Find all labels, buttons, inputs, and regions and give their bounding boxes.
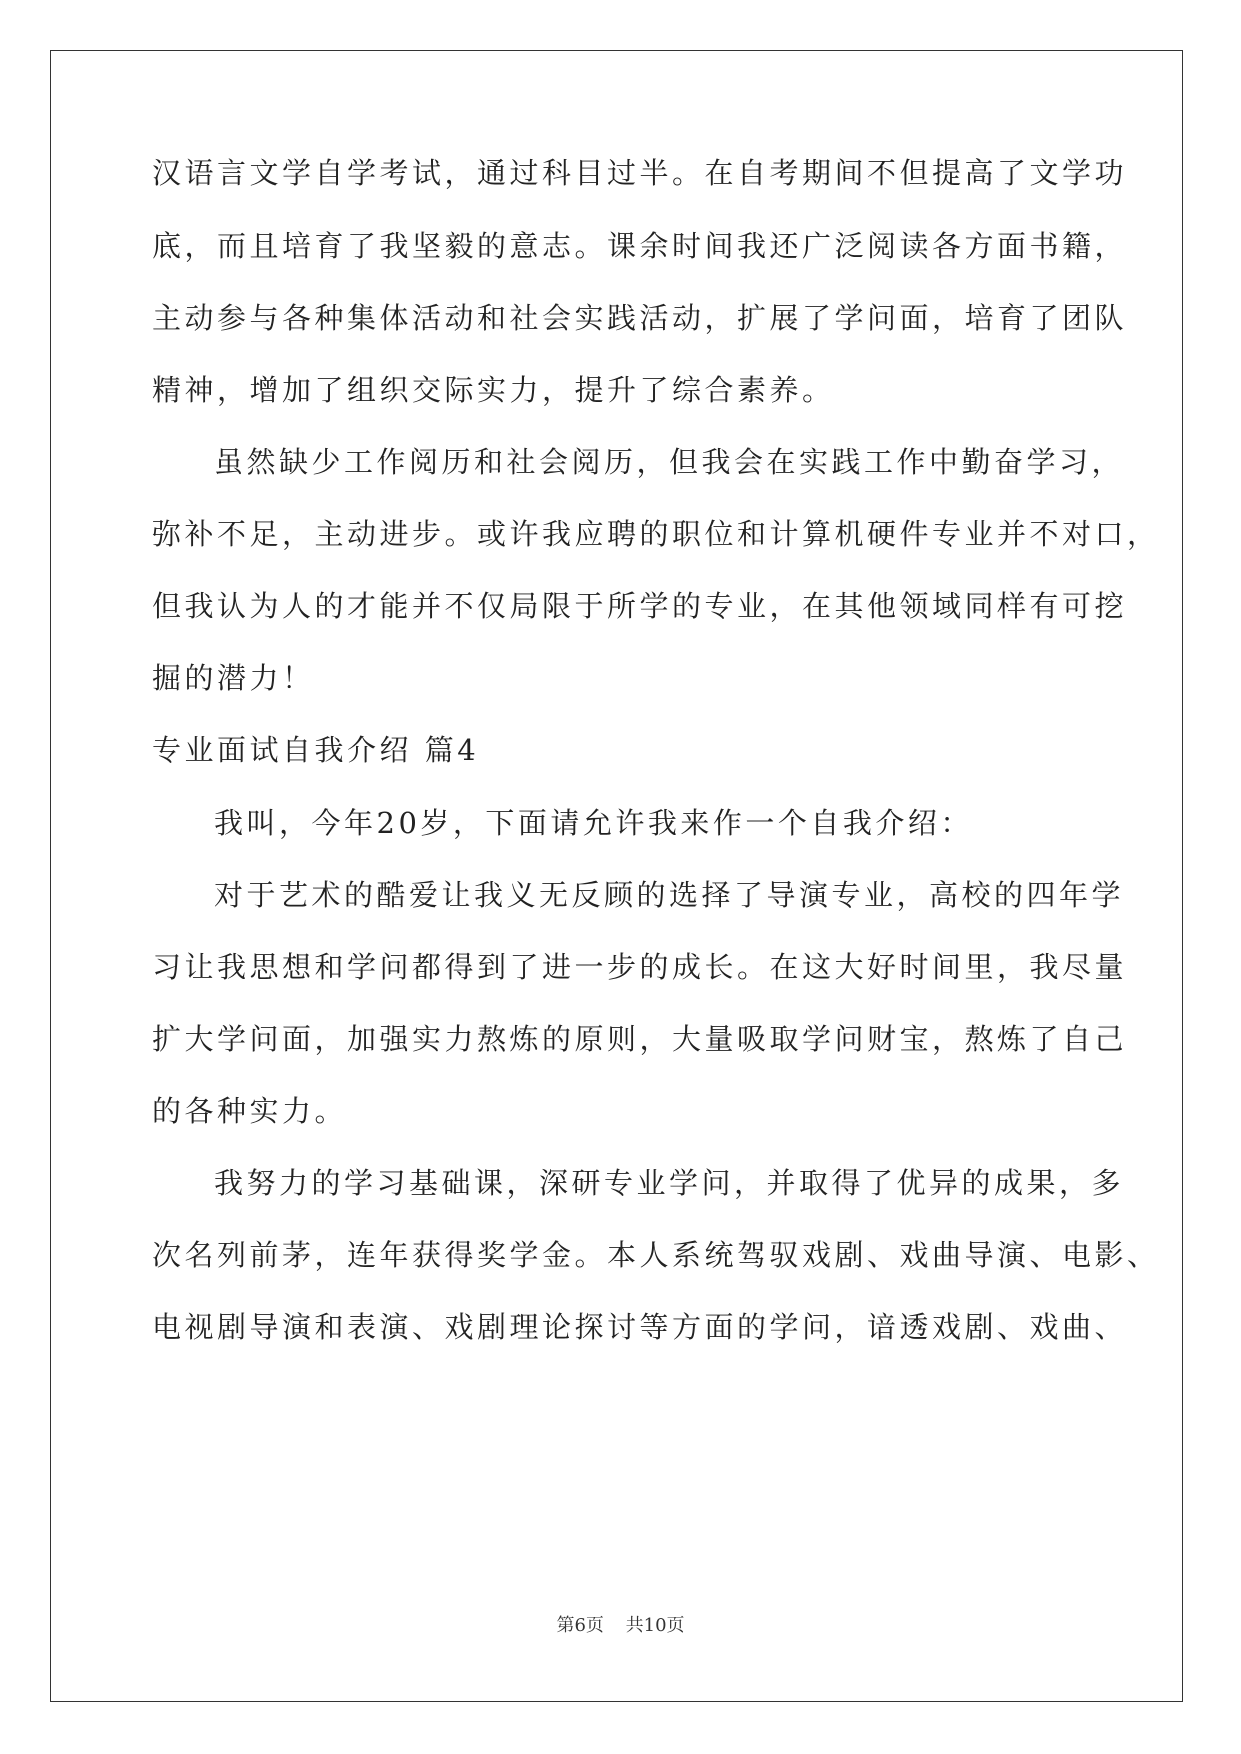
- paragraph-line: 弥补不足，主动进步。或许我应聘的职位和计算机硬件专业并不对口，: [152, 517, 1160, 551]
- paragraph-line: 电视剧导演和表演、戏剧理论探讨等方面的学问，谙透戏剧、戏曲、: [152, 1310, 1128, 1344]
- paragraph-line: 次名列前茅，连年获得奖学金。本人系统驾驭戏剧、戏曲导演、电影、: [152, 1238, 1160, 1272]
- page-border: [50, 50, 1183, 1702]
- paragraph-line: 精神，增加了组织交际实力，提升了综合素养。: [152, 373, 835, 407]
- paragraph-line: 我努力的学习基础课，深研专业学问，并取得了优异的成果，多: [214, 1166, 1125, 1200]
- paragraph-line: 习让我思想和学问都得到了进一步的成长。在这大好时间里，我尽量: [152, 950, 1128, 984]
- paragraph-line: 我叫，今年20岁，下面请允许我来作一个自我介绍：: [214, 806, 973, 840]
- paragraph-line: 扩大学问面，加强实力熬炼的原则，大量吸取学问财宝，熬炼了自己: [152, 1022, 1128, 1056]
- paragraph-line: 对于艺术的酷爱让我义无反顾的选择了导演专业，高校的四年学: [214, 878, 1125, 912]
- section-heading: 专业面试自我介绍 篇4: [152, 733, 480, 767]
- total-pages: 共10页: [625, 1615, 685, 1636]
- paragraph-line: 的各种实力。: [152, 1094, 348, 1128]
- paragraph-line: 掘的潜力！: [152, 661, 315, 695]
- page-number: 第6页: [556, 1615, 604, 1636]
- page-footer: [0, 1614, 1241, 1638]
- paragraph-line: 虽然缺少工作阅历和社会阅历，但我会在实践工作中勤奋学习，: [214, 445, 1125, 479]
- paragraph-line: 主动参与各种集体活动和社会实践活动，扩展了学问面，培育了团队: [152, 301, 1128, 335]
- paragraph-line: 但我认为人的才能并不仅局限于所学的专业，在其他领域同样有可挖: [152, 589, 1128, 623]
- paragraph-line: 底，而且培育了我坚毅的意志。课余时间我还广泛阅读各方面书籍，: [152, 229, 1128, 263]
- paragraph-line: 汉语言文学自学考试，通过科目过半。在自考期间不但提高了文学功: [152, 156, 1128, 190]
